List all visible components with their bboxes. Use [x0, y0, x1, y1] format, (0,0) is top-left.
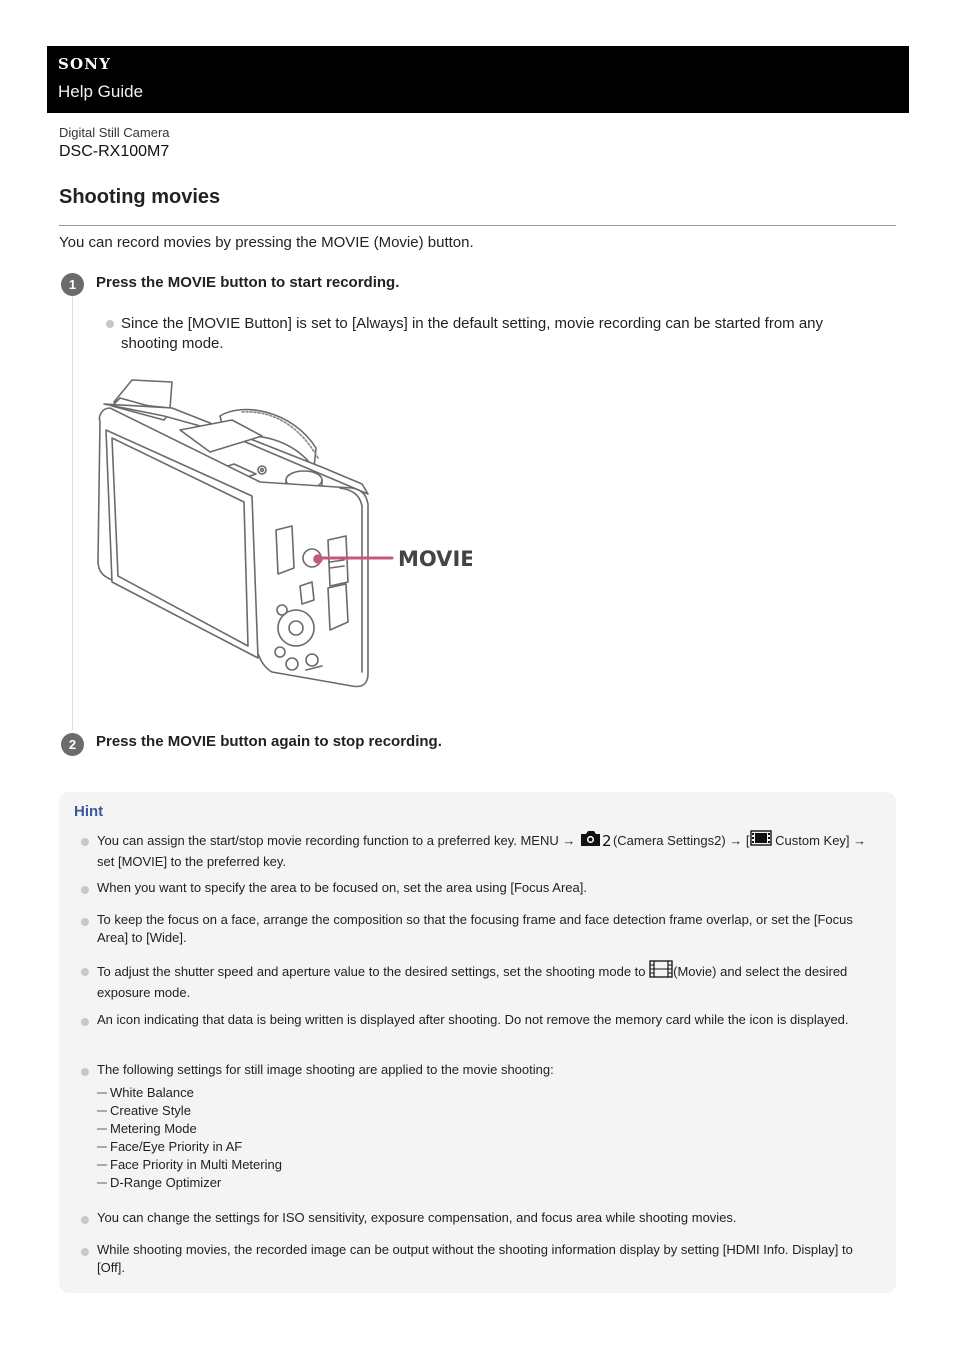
help-guide-label: Help Guide	[58, 82, 144, 101]
bullet-icon	[106, 320, 114, 328]
movie-film-icon	[649, 960, 673, 983]
camera-settings2-icon	[579, 829, 613, 852]
hint-sub-item-label: Face/Eye Priority in AF	[110, 1139, 243, 1154]
dash-icon	[97, 1128, 107, 1130]
bullet-icon	[81, 1068, 89, 1076]
hint-item-text: (Camera Settings2) → [	[612, 832, 750, 848]
title-divider	[59, 225, 896, 226]
hint-item-still-settings: The following settings for still image shooting are applied to the movie shooting:	[97, 1062, 554, 1077]
hint-sub-item-label: D-Range Optimizer	[110, 1175, 222, 1190]
bullet-icon	[81, 886, 89, 894]
hint-sub-item	[97, 1120, 197, 1138]
hint-sub-item	[97, 1174, 221, 1192]
product-category: Digital Still Camera	[59, 125, 170, 140]
hint-sub-item	[97, 1084, 194, 1102]
hint-item-text: To adjust the shutter speed and aperture value to the desired settings, set the shooting mode to	[97, 963, 650, 979]
movie-film-icon	[750, 830, 772, 851]
bullet-icon	[81, 968, 89, 976]
hint-item-text: Custom Key] → set [MOVIE] to the preferred key.	[97, 832, 867, 869]
bullet-icon	[81, 838, 89, 846]
movie-callout-label: MOVIE	[398, 547, 472, 571]
bullet-icon	[81, 1248, 89, 1256]
step-connector-line	[72, 296, 73, 730]
step-1-text: Press the MOVIE button to start recording.	[96, 274, 400, 291]
hint-item-memory-card: An icon indicating that data is being written is displayed after shooting. Do not remove the memory card while the icon is displayed.	[97, 1012, 849, 1027]
hint-box	[59, 792, 896, 1293]
hint-title: Hint	[74, 803, 104, 820]
dash-icon	[97, 1182, 107, 1184]
hint-sub-item-label: Metering Mode	[110, 1121, 197, 1136]
step-1-number: 1	[61, 273, 84, 296]
hint-item-iso: You can change the settings for ISO sensitivity, exposure compensation, and focus area while shooting movies.	[97, 1210, 737, 1225]
hint-item-exposure	[97, 961, 882, 1002]
bullet-icon	[81, 1216, 89, 1224]
step-1-note: Since the [MOVIE Button] is set to [Always] in the default setting, movie recording can be started from any shooting mode.	[121, 315, 824, 352]
hint-item-focus-area: When you want to specify the area to be focused on, set the area using [Focus Area].	[97, 880, 587, 895]
bullet-icon	[81, 918, 89, 926]
hint-sub-item	[97, 1156, 282, 1174]
hint-sub-item-label: Face Priority in Multi Metering	[110, 1157, 282, 1172]
header-bar	[47, 46, 909, 113]
step-2-number: 2	[61, 733, 84, 756]
bullet-icon	[81, 1018, 89, 1026]
dash-icon	[97, 1146, 107, 1148]
hint-item-text: (Movie) and select the desired exposure mode.	[97, 963, 848, 1000]
sony-logo: SONY	[58, 55, 112, 73]
hint-item-face-focus: To keep the focus on a face, arrange the composition so that the focusing frame and face detection frame overlap, or set the [Focus Area] to [Wide].	[97, 912, 853, 945]
camera-illustration	[92, 372, 472, 692]
hint-item-hdmi: While shooting movies, the recorded image can be output without the shooting information display by setting [HDMI Info. Display] to [Off].	[97, 1242, 853, 1275]
dash-icon	[97, 1164, 107, 1166]
hint-sub-item-label: Creative Style	[110, 1103, 191, 1118]
dash-icon	[97, 1110, 107, 1112]
product-model: DSC-RX100M7	[59, 143, 170, 160]
hint-sub-item-label: White Balance	[110, 1085, 194, 1100]
dash-icon	[97, 1092, 107, 1094]
hint-sub-item	[97, 1138, 242, 1156]
hint-sub-item	[97, 1102, 191, 1120]
page-title: Shooting movies	[59, 186, 221, 208]
hint-item-text: You can assign the start/stop movie recording function to a preferred key. MENU →	[97, 832, 579, 848]
step-2-text: Press the MOVIE button again to stop recording.	[96, 733, 442, 750]
hint-item-custom-key	[97, 830, 882, 871]
intro-text: You can record movies by pressing the MOVIE (Movie) button.	[59, 234, 474, 251]
svg-text:2: 2	[601, 832, 612, 847]
